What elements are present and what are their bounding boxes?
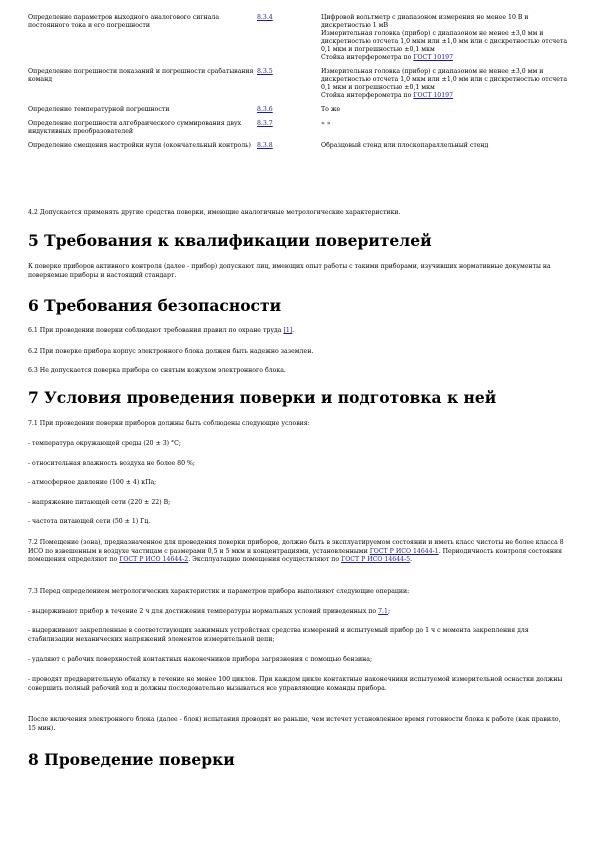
operation-name-cell: Определение погрешности алгебраического суммирования двух индуктивных преобразователей xyxy=(28,120,242,135)
clause-link[interactable]: 8.3.8 xyxy=(257,142,273,149)
operation-name-cell: Определение параметров выходного аналогового сигнала постоянного тока и его погрешности xyxy=(28,14,220,29)
verification-means-table xyxy=(28,14,568,156)
paragraph-6-1-text: 6.1 При проведении поверки соблюдают требования правил по охране труда xyxy=(28,327,284,334)
clause-link[interactable]: 8.3.4 xyxy=(257,14,273,21)
verification-means-cell xyxy=(321,14,568,68)
step-acclimatize xyxy=(28,608,568,617)
clause-cell xyxy=(257,142,321,156)
paragraph-7-2-text-d: . xyxy=(410,556,413,563)
table-row xyxy=(28,68,568,106)
condition-frequency: - частота питающей сети (50 ± 1) Гц. xyxy=(28,518,151,525)
clause-cell xyxy=(257,106,321,120)
clause-link[interactable]: 8.3.6 xyxy=(257,106,273,113)
gost-iso-14644-5-link[interactable]: ГОСТ Р ИСО 14644-5 xyxy=(341,556,411,563)
means-line-text: Стойка интерферометра по xyxy=(321,54,414,61)
step-run-in: - проводят предварительную обкатку в течение не менее 100 циклов. При каждом цикле контактные наконечники испытуемой измерительной оснастки должны совершить полный рабочий ход и должны последовательно вызываться все управляющие команды прибора. xyxy=(28,676,563,692)
means-line: То же xyxy=(321,106,341,113)
gost-iso-14644-2-link[interactable]: ГОСТ Р ИСО 14644-2 xyxy=(119,556,189,563)
paragraph-6-2: 6.2 При поверке прибора корпус электронного блока должен быть надежно заземлен. xyxy=(28,348,314,355)
condition-pressure: - атмосферное давление (100 ± 4) кПа; xyxy=(28,479,157,486)
reference-link-1[interactable]: [1] xyxy=(283,327,293,334)
paragraph-7-2-text-c: . Эксплуатацию помещения осуществляют по xyxy=(188,556,342,563)
operation-name-cell: Определение погрешности показаний и погрешности срабатывания команд xyxy=(28,68,254,83)
verification-means-cell xyxy=(321,106,568,120)
condition-voltage: - напряжение питающей сети (220 ± 22) В; xyxy=(28,499,171,506)
verification-means-cell xyxy=(321,68,568,106)
paragraph-7-2-text-b: . Периодичность контроля состояния помещения определяют по xyxy=(28,547,563,563)
paragraph-7-2 xyxy=(28,539,568,565)
heading-section-8: 8 Проведение поверки xyxy=(28,750,235,769)
means-line-text: Стойка интерферометра по xyxy=(321,92,414,99)
step-acclimatize-end: ; xyxy=(387,608,391,615)
paragraph-7-3: 7.3 Перед определением метрологических характеристик и параметров прибора выполняют следующие операции: xyxy=(28,588,410,595)
paragraph-6-1-end: . xyxy=(292,327,295,334)
verification-means-cell xyxy=(321,142,568,156)
gost-10197-link[interactable]: ГОСТ 10197 xyxy=(413,54,454,61)
verification-means-cell xyxy=(321,120,568,142)
table-row xyxy=(28,106,568,120)
table-row xyxy=(28,14,568,68)
means-line: Измерительная головка (прибор) с диапазоном не менее ±3,0 мм и дискретностью отсчета 1,0 мкм или ±1,0 мм или с дискретностью отсчета 0,1 мкм и погрешностью ±0,1 мкм xyxy=(321,30,568,53)
paragraph-5: К поверке приборов активного контроля (далее - прибор) допускают лиц, имеющих опыт работы с такими приборами, изучивших нормативные документы на поверяемые приборы и настоящий стандарт. xyxy=(28,263,551,279)
heading-section-6: 6 Требования безопасности xyxy=(28,296,282,315)
clause-link[interactable]: 8.3.5 xyxy=(257,68,273,75)
table-row xyxy=(28,120,568,142)
clause-cell xyxy=(257,68,321,106)
table-row xyxy=(28,142,568,156)
operation-name-cell: Определение температурной погрешности xyxy=(28,106,170,113)
step-clean: - удаляют с рабочих поверхностей контактных наконечников прибора загрязнения с помощью бензина; xyxy=(28,656,373,663)
heading-section-7: 7 Условия проведения поверки и подготовка к ней xyxy=(28,388,497,407)
paragraph-7-2-text-a: 7.2 Помещение (зона), предназначенное для проведения поверки приборов, должно быть в эксплуатируемом состоянии и иметь класс чистоты не более класса 8 ИСО по взвешенным в воздухе частицам с размерами 0,5 и 5 мкм и концентрациями, установленными xyxy=(28,539,564,555)
gost-iso-14644-1-link[interactable]: ГОСТ Р ИСО 14644-1 xyxy=(369,547,439,555)
operation-name-cell: Определение смещения настройки нуля (окончательный контроль) xyxy=(28,142,251,149)
condition-humidity: - относительная влажность воздуха не более 80 %; xyxy=(28,460,195,467)
clause-cell xyxy=(257,120,321,142)
step-stabilize: - выдерживают закрепленные в соответствующих зажимных устройствах средства измерений и испытуемый прибор до 1 ч с момента закрепления для стабилизации механических напряжений элементов измерительной цепи; xyxy=(28,627,529,643)
clause-7-1-link[interactable]: 7.1 xyxy=(378,608,388,615)
means-line: Измерительная головка (прибор) с диапазоном не менее ±3,0 мм и дискретностью отсчета 1,0 мкм или ±1,0 мм или с дискретностью отсчета 0,1 мкм и погрешностью ±0,1 мкм xyxy=(321,68,568,91)
means-line xyxy=(321,54,568,62)
step-acclimatize-text: - выдерживают прибор в течение 2 ч для достижения температуры нормальных условий приведенных по xyxy=(28,608,379,615)
paragraph-6-3: 6.3 Не допускается поверка прибора со снятым кожухом электронного блока. xyxy=(28,367,286,374)
means-line xyxy=(321,92,568,100)
means-line: Цифровой вольтметр с диапазоном измерения не менее 10 В и дискретностью 1 мВ xyxy=(321,14,529,29)
table-body xyxy=(28,14,568,156)
paragraph-6-1 xyxy=(28,327,568,336)
heading-section-5: 5 Требования к квалификации поверителей xyxy=(28,231,432,250)
means-line: » » xyxy=(321,120,331,127)
means-line: Образцовый стенд или плоскопараллельный стенд xyxy=(321,142,489,149)
clause-cell xyxy=(257,14,321,68)
gost-10197-link[interactable]: ГОСТ 10197 xyxy=(413,92,454,99)
paragraph-warmup: После включения электронного блока (далее - блок) испытания проводят не раньше, чем истечет установленное время готовности блока к работе (как правило, 15 мин). xyxy=(28,716,561,732)
clause-link[interactable]: 8.3.7 xyxy=(257,120,273,127)
condition-temperature: - температура окружающей среды (20 ± 3) °С; xyxy=(28,440,181,447)
paragraph-7-1: 7.1 При проведении поверки приборов должны быть соблюдены следующие условия: xyxy=(28,420,310,427)
paragraph-4-2: 4.2 Допускается применять другие средства поверки, имеющие аналогичные метрологические характеристики. xyxy=(28,209,401,216)
